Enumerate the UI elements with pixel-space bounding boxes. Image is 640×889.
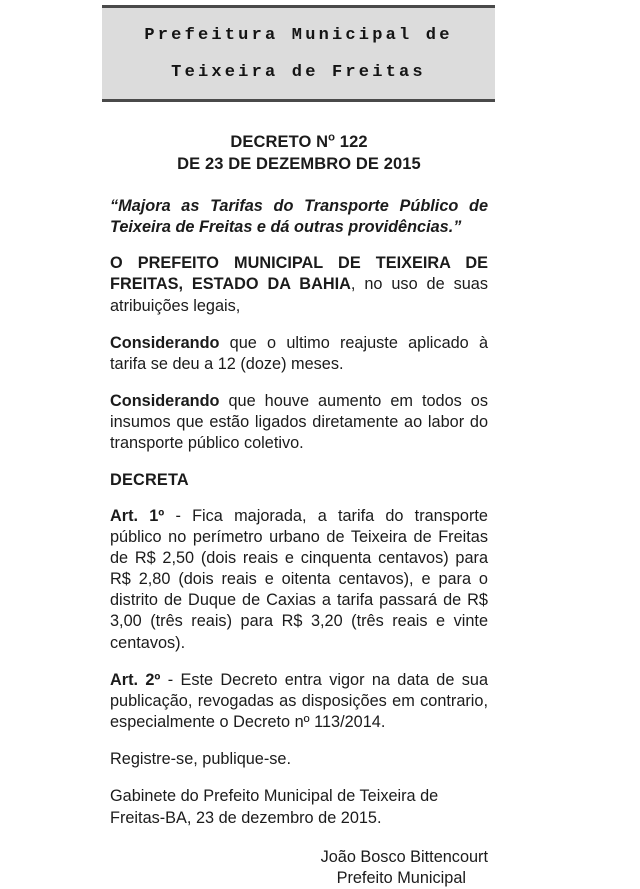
considerando-lead-1: Considerando xyxy=(110,333,220,352)
preamble-authority: O PREFEITO MUNICIPAL DE TEIXEIRA DE FREITAS, ESTADO DA BAHIA xyxy=(110,254,488,294)
ordinal-indicator: o xyxy=(328,131,336,144)
decree-number-prefix: DECRETO N xyxy=(230,133,329,151)
decree-ementa: “Majora as Tarifas do Transporte Público de Teixeira de Freitas e dá outras providências.” xyxy=(110,196,488,237)
letterhead-line-1: Prefeitura Municipal de xyxy=(144,25,453,45)
decree-number-line xyxy=(110,132,488,154)
closing-register-line: Registre-se, publique-se. xyxy=(110,750,291,769)
article-text-2: - Este Decreto entra vigor na data de sua publicação, revogadas as disposições em contrario, especialmente o Decreto nº 113/2014. xyxy=(110,670,488,732)
letterhead-line-2: Teixeira de Freitas xyxy=(171,62,426,82)
decree-number-value: 122 xyxy=(335,133,368,151)
article-label-1: Art. 1º xyxy=(110,506,165,525)
decreta-heading: DECRETA xyxy=(110,470,189,489)
article-paragraph-1 xyxy=(110,506,488,654)
considerando-paragraph-2 xyxy=(110,391,488,455)
signatory-name: João Bosco Bittencourt xyxy=(320,847,488,866)
letterhead-banner xyxy=(102,5,495,102)
decree-date-line: DE 23 DE DEZEMBRO DE 2015 xyxy=(177,154,421,173)
article-label-2: Art. 2º xyxy=(110,670,161,689)
document-body xyxy=(110,132,488,889)
closing-place-date: Gabinete do Prefeito Municipal de Teixeira de Freitas-BA, 23 de dezembro de 2015. xyxy=(110,787,439,827)
signatory-role: Prefeito Municipal xyxy=(336,868,466,887)
considerando-lead-2: Considerando xyxy=(110,392,220,411)
preamble-rest: , no uso de suas atribuições legais, xyxy=(110,275,488,315)
decree-title xyxy=(110,132,488,176)
considerando-text-2: que houve aumento em todos os insumos que estão ligados diretamente ao labor do transporte público coletivo. xyxy=(110,392,488,453)
considerando-text-1: que o ultimo reajuste aplicado à tarifa se deu a 12 (doze) meses. xyxy=(110,333,488,373)
preamble-paragraph xyxy=(110,253,488,317)
signature-block xyxy=(110,847,488,889)
considerando-paragraph-1 xyxy=(110,333,488,375)
article-paragraph-2 xyxy=(110,670,488,734)
article-text-1: - Fica majorada, a tarifa do transporte público no perímetro urbano de Teixeira de Freitas de R$ 2,50 (dois reais e cinquenta centavos) para R$ 2,80 (dois reais e oitenta centavos), e para o distrito de Duque de Caxias a tarifa passará de R$ 3,00 (três reais) para R$ 3,20 (três reais e vinte centavos). xyxy=(110,506,488,652)
